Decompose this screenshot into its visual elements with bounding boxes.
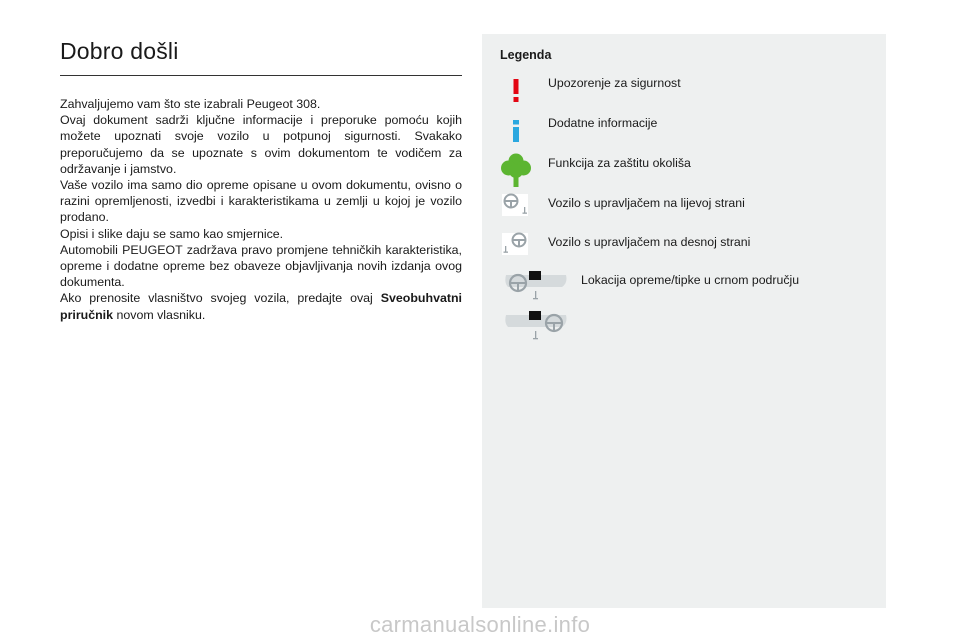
paragraph: Automobili PEUGEOT zadržava pravo promjene tehničkih karakteristika, opreme i dodatne opreme bez obaveze objavljivanja novih izdanja ovog dokumenta. — [60, 242, 462, 290]
paragraph: Zahvaljujemo vam što ste izabrali Peugeot 308. — [60, 97, 321, 111]
legend-label: Lokacija opreme/tipke u crnom području — [581, 273, 800, 287]
dashboard-location-icon — [502, 271, 570, 305]
warning-icon — [510, 79, 522, 103]
legend-label: Upozorenje za sigurnost — [548, 76, 681, 90]
tree-icon — [501, 153, 531, 187]
legend-title: Legenda — [500, 48, 552, 62]
legend-label: Vozilo s upravljačem na lijevoj strani — [548, 196, 745, 210]
manual-name: Sveobuhvatni priručnik — [60, 291, 462, 322]
paragraph-text: Ako prenosite vlasništvo svojeg vozila, predajte ovaj — [60, 291, 381, 306]
legend-label: Vozilo s upravljačem na desnoj strani — [548, 235, 751, 249]
paragraph-ownership — [60, 290, 462, 322]
content-column — [60, 38, 462, 323]
legend-label: Funkcija za zaštitu okoliša — [548, 156, 691, 170]
paragraph-text: novom vlasniku. — [113, 307, 206, 322]
paragraph: Ovaj dokument sadrži ključne informacije i preporuke pomoću kojih možete upoznati svoje vozilo u potpunoj sigurnosti. Svakako preporučujemo da se upoznate s ovim dokumentom te vodičem za održavanje i jamstvo. — [60, 113, 462, 176]
left-hand-drive-icon — [500, 192, 530, 218]
paragraph: Opisi i slike daju se samo kao smjernice. — [60, 226, 284, 241]
legend-panel — [482, 34, 886, 608]
dashboard-location-rhd-icon — [502, 311, 570, 345]
legend-label: Dodatne informacije — [548, 116, 658, 130]
page-title: Dobro došli — [60, 38, 462, 76]
right-hand-drive-icon — [500, 231, 530, 257]
paragraph: Vaše vozilo ima samo dio opreme opisane u ovom dokumentu, ovisno o razini opremljenosti, izvedbi i karakteristikama u zemlji u kojoj je vozilo prodano. — [60, 178, 462, 225]
welcome-text — [60, 96, 462, 323]
watermark: carmanualsonline.info — [369, 612, 591, 637]
info-icon — [510, 120, 522, 142]
